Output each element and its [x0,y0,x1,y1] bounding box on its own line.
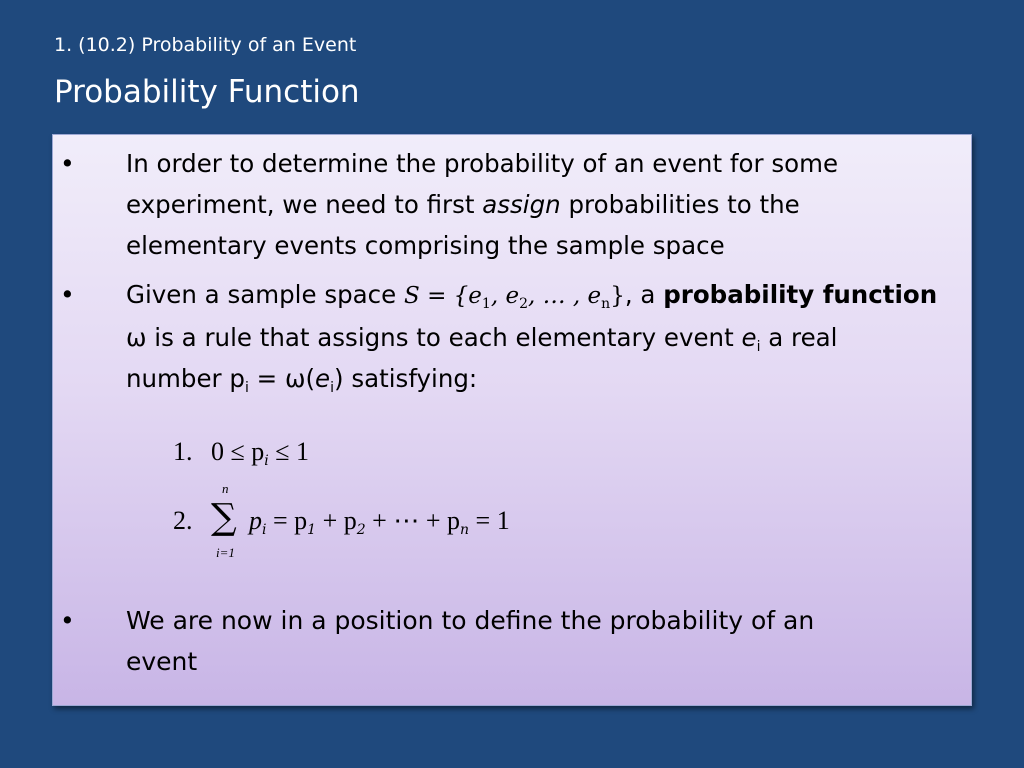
condition-1-equation [173,437,309,467]
summation-symbol [211,481,247,560]
emphasis-assign: assign [482,190,561,219]
math-subscript: 2 [356,521,366,538]
bullet-line: event [126,647,198,676]
text-span: number p [126,364,245,393]
bullet-marker: • [60,280,75,309]
slide-title: Probability Function [54,74,360,110]
math-subscript: i [244,380,249,396]
math-subscript: 1 [307,521,317,538]
math-span: = 1 [469,505,510,535]
math-subscript: 2 [519,296,528,312]
bullet-line [126,274,946,317]
text-span: experiment, we need to first [126,190,483,219]
text-span: , a [624,280,664,309]
sigma-icon: ∑ [211,497,237,538]
bullet-text [126,143,946,266]
bold-term-probability-function: probability function [663,280,938,309]
sample-space-set [404,283,625,312]
text-span: ) satisfying: [334,364,478,393]
math-span: + p [316,505,357,535]
condition-number: 2. [173,505,193,535]
math-subscript: i [330,380,335,396]
text-span: ω is a rule that assigns to each elementary event [126,323,742,352]
sigma-upper-limit: n [222,481,229,496]
bullet-text [126,600,946,682]
math-subscript: i [264,453,269,469]
bullet-text [126,274,946,399]
sigma-lower-limit: i=1 [216,545,235,560]
text-span: probabilities to the [560,190,800,219]
math-subscript: n [460,521,470,538]
math-subscript: n [601,296,611,312]
bullet-marker: • [60,606,75,635]
math-span: , e [490,283,520,309]
bullet-line [126,184,946,225]
text-span: a real [760,323,838,352]
math-subscript: i [262,521,267,538]
section-subtitle: 1. (10.2) Probability of an Event [54,34,357,56]
bullet-line [126,358,946,399]
math-subscript: 1 [481,296,491,312]
math-span: 0 ≤ p [211,437,265,466]
math-span: e [315,364,331,393]
bullet-marker: • [60,149,75,178]
condition-number: 1. [173,437,193,466]
bullet-line [126,317,946,358]
content-panel [52,134,972,706]
bullet-line: In order to determine the probability of an event for some [126,149,839,178]
bullet-line: We are now in a position to define the probability of an [126,606,815,635]
math-span: S = {e [404,283,482,309]
math-span: = p [266,505,308,535]
math-subscript: i [756,339,761,355]
math-span: p [249,505,262,535]
math-span: + ⋯ + p [365,505,460,535]
math-span: } [610,283,625,309]
math-span: e [741,323,757,352]
condition-2-equation [173,481,510,560]
math-span: ≤ 1 [268,437,310,466]
bullet-line: elementary events comprising the sample space [126,231,725,260]
text-span: Given a sample space [126,280,405,309]
math-span: , … , e [528,283,602,309]
text-span: = ω( [248,364,316,393]
